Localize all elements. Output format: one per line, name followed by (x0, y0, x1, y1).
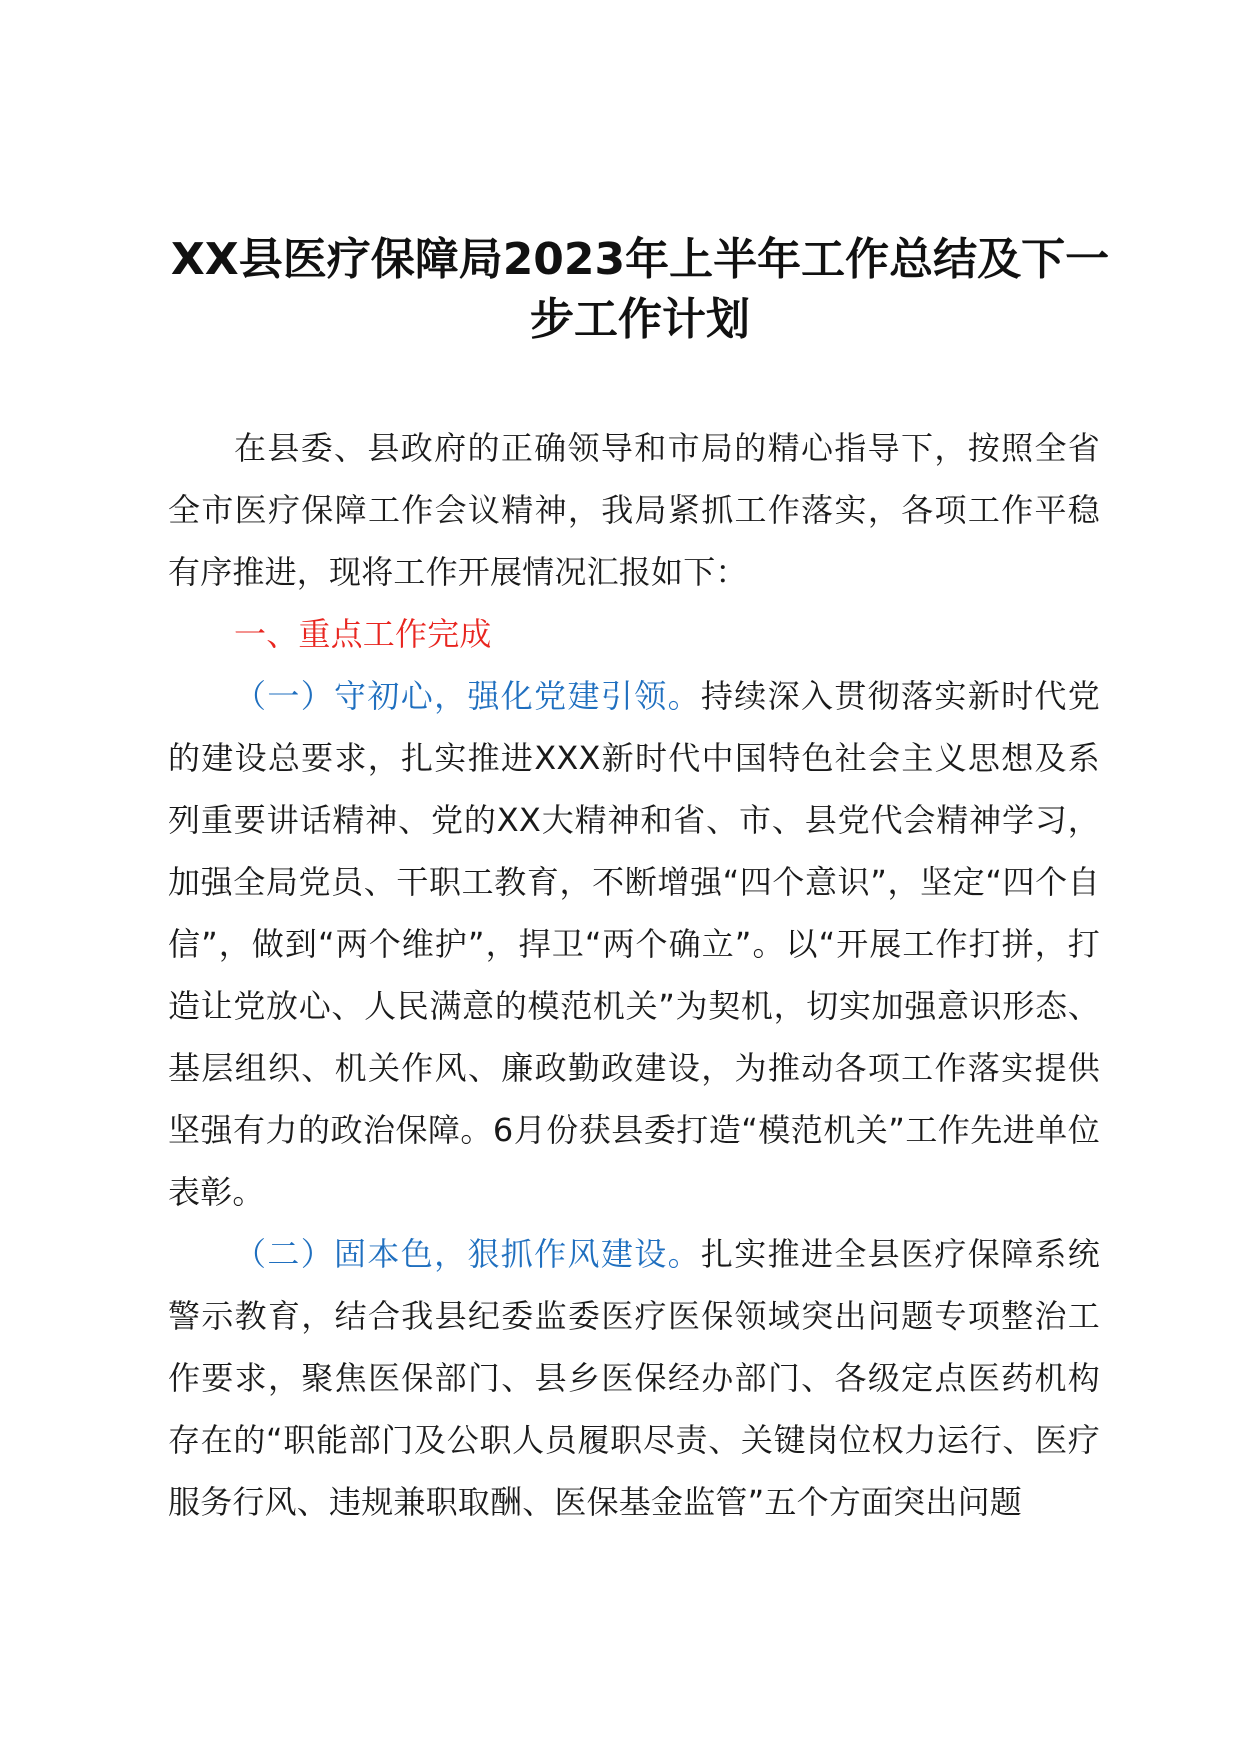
paragraph-party-building-text: 持续深入贯彻落实新时代党的建设总要求，扎实推进XXX新时代中国特色社会主义思想及系列重要讲话精神、党的XX大精神和省、市、县党代会精神学习，加强全局党员、干职工教育，不断增强“四个意识”，坚定“四个自信”，做到“两个维护”，捍卫“两个确立”。以“开展工作打拼，打造让党放心、人民满意的模范机关”为契机，切实加强意识形态、基层组织、机关作风、廉政勤政建设，为推动各项工作落实提供坚强有力的政治保障。6月份获县委打造“模范机关”工作先进单位表彰。 (168, 677, 1100, 1211)
paragraph-work-style-text: 扎实推进全县医疗保障系统警示教育，结合我县纪委监委医疗医保领域突出问题专项整治工作要求，聚焦医保部门、县乡医保经办部门、各级定点医药机构存在的“职能部门及公职人员履职尽责、关键岗位权力运行、医疗服务行风、违规兼职取酬、医保基金监管”五个方面突出问题 (168, 1235, 1100, 1521)
document-title: XX县医疗保障局2023年上半年工作总结及下一步工作计划 (170, 234, 1110, 345)
paragraph-party-building (168, 665, 1100, 1223)
intro-paragraph: 在县委、县政府的正确领导和市局的精心指导下，按照全省全市医疗保障工作会议精神，我局紧抓工作落实，各项工作平稳有序推进，现将工作开展情况汇报如下： (168, 429, 1100, 591)
section-heading-key-work: 一、重点工作完成 (234, 615, 492, 653)
subheading-party-building: （一）守初心，强化党建引领。 (234, 677, 701, 715)
document-body (168, 417, 1100, 1533)
subheading-work-style: （二）固本色，狠抓作风建设。 (234, 1235, 701, 1273)
paragraph-work-style (168, 1223, 1100, 1533)
